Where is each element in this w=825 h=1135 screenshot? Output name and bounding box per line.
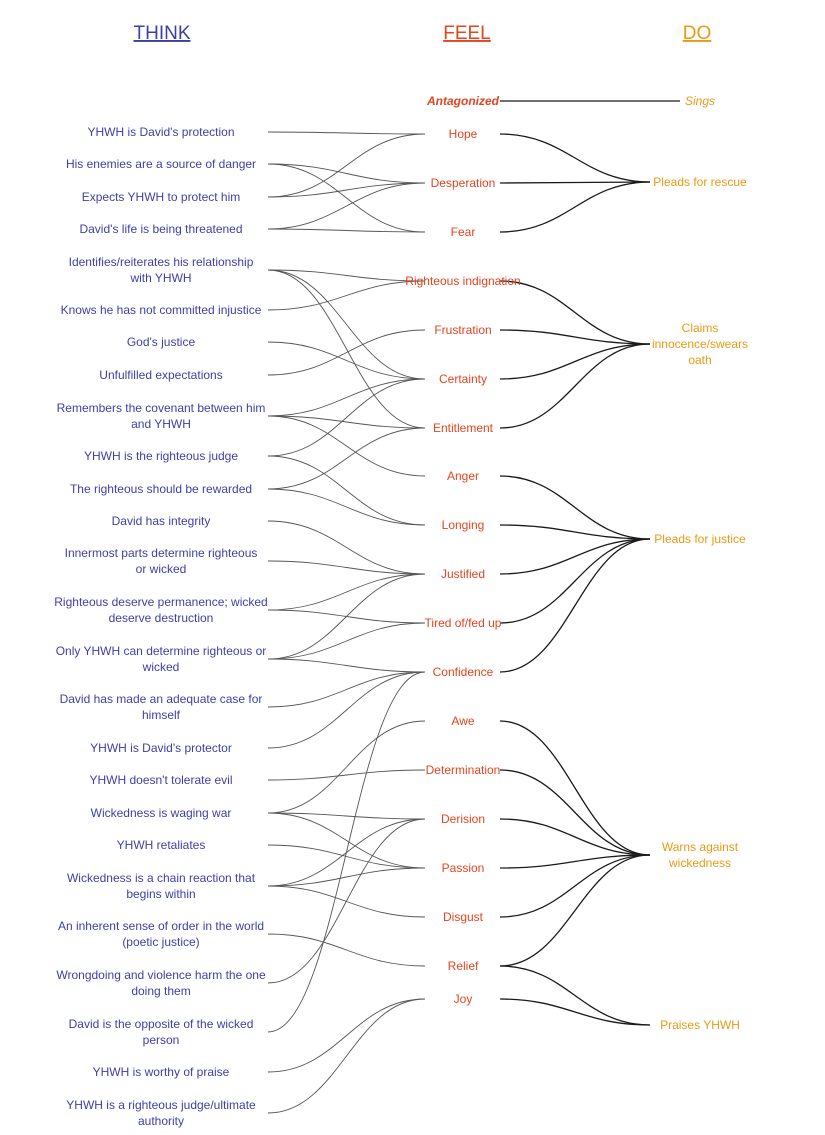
header-feel: FEEL [443,23,491,44]
feel-node-relief: Relief [447,959,479,973]
feel-node-frustration: Frustration [434,323,492,337]
feel-node-longing: Longing [441,518,485,532]
edge-t23-to-derision [268,819,425,983]
do-node-justice [654,532,746,546]
edge-t9-to-anger [268,416,425,476]
edge-t1-to-hope [268,132,425,134]
edge-t5-to-certainty [268,270,425,379]
think-node-line: Knows he has not committed injustice [60,303,262,317]
think-node-line: Wrongdoing and violence harm the one [56,968,266,982]
do-node-line: wickedness [668,856,732,870]
think-node-line: or wicked [135,562,187,576]
edge-confidence-to-justice [500,539,650,672]
think-node-line: and YHWH [131,417,191,431]
edge-awe-to-warns [500,721,650,855]
think-node-line: YHWH is the righteous judge [83,449,239,463]
feel-node-antagonized: Antagonized [427,94,499,108]
edge-t9-to-certainty [268,379,425,416]
do-node-line: Warns against [661,840,739,854]
edge-t8-to-frustration [268,330,425,375]
think-node-line: YHWH retaliates [116,838,206,852]
think-node-t6 [61,303,262,317]
think-node-t8 [99,368,222,382]
feel-node-certainty: Certainty [438,372,488,386]
think-node-line: YHWH is David's protection [87,125,235,139]
do-node-claims [652,321,748,367]
edge-t5-to-righteous_indignation [268,270,425,281]
think-node-line: YHWH doesn't tolerate evil [89,773,233,787]
edge-fear-to-rescue [500,182,650,232]
think-node-line: with YHWH [130,271,192,285]
think-node-t25 [93,1065,230,1079]
edge-t16-to-confidence [268,672,425,707]
do-node-line: Sings [684,94,716,108]
edge-t18-to-determination [268,770,425,780]
think-node-line: doing them [131,984,191,998]
feel-node-fear: Fear [450,225,476,239]
think-node-line: Only YHWH can determine righteous or [55,644,267,658]
think-node-line: Unfulfilled expectations [99,368,223,382]
think-node-line: David has made an adequate case for [59,692,263,706]
think-node-t24 [69,1017,254,1047]
think-node-t2 [66,157,256,171]
think-node-t11 [70,482,252,496]
edge-joy-to-praises [500,999,650,1025]
think-node-t10 [84,449,238,463]
feel-node-tired-of-fed-up: Tired of/fed up [424,616,502,630]
edge-relief-to-praises [500,966,650,1025]
do-node-warns [662,840,739,870]
do-node-line: oath [688,353,712,367]
think-node-line: Wickedness is waging war [90,806,232,820]
edge-tired-to-justice [500,539,650,623]
think-node-line: Remembers the covenant between him [56,401,266,415]
think-node-line: Identifies/reiterates his relationship [68,255,254,269]
edge-t17-to-confidence [268,672,425,748]
do-node-line: Pleads for justice [654,532,746,546]
do-node-praises [660,1018,740,1032]
feel-node-hope: Hope [448,127,478,141]
edge-hope-to-rescue [500,134,650,182]
think-node-t16 [60,692,263,722]
think-node-t5 [69,255,254,285]
edge-anger-to-justice [500,476,650,539]
edge-desperation-to-rescue [500,182,650,183]
do-node-line: Pleads for rescue [653,175,747,189]
edge-t19-to-derision [268,813,425,819]
think-node-line: Righteous deserve permanence; wicked [54,595,268,609]
edge-t22-to-relief [268,934,425,966]
feel-node-determination: Determination [425,763,501,777]
feel-node-disgust: Disgust [442,910,484,924]
edge-t15-to-justified [268,574,425,659]
edge-t24-to-confidence [268,672,425,1032]
think-node-t14 [54,595,267,625]
do-node-rescue [653,175,747,189]
think-node-t15 [56,644,267,674]
think-node-line: deserve destruction [108,611,214,625]
edge-relief-to-warns [500,855,650,966]
edge-t3-to-hope [268,134,425,197]
think-column [54,125,267,1128]
think-node-t21 [67,871,256,901]
think-node-t13 [65,546,258,576]
do-node-line: innocence/swears [651,337,749,351]
think-node-t3 [82,190,241,204]
think-node-t26 [66,1098,256,1128]
header-do: DO [682,23,712,44]
feel-node-derision: Derision [440,812,486,826]
think-node-line: authority [137,1114,185,1128]
edge-t14-to-justified [268,574,425,610]
think-node-line: YHWH is a righteous judge/ultimate [66,1098,256,1112]
think-node-t1 [88,125,235,139]
edge-t19-to-awe [268,721,425,813]
think-node-line: himself [141,708,181,722]
think-node-line: Innermost parts determine righteous [64,546,258,560]
think-node-line: His enemies are a source of danger [65,157,257,171]
feel-node-entitlement: Entitlement [432,421,494,435]
think-node-line: An inherent sense of order in the world [57,919,265,933]
edge-t20-to-passion [268,845,425,868]
feel-node-desperation: Desperation [430,176,496,190]
do-node-sings [685,94,715,108]
edge-t19-to-passion [268,813,425,868]
think-node-t19 [91,806,232,820]
edge-t26-to-joy [268,999,425,1113]
feel-node-justified: Justified [440,567,486,581]
think-node-line: YHWH is David's protector [90,741,232,755]
think-node-line: person [142,1033,180,1047]
edge-t15-to-confidence [268,659,425,672]
think-node-line: God's justice [126,335,196,349]
think-node-line: YHWH is worthy of praise [92,1065,230,1079]
edge-determination-to-warns [500,770,650,855]
edge-t15-to-tired [268,623,425,659]
think-node-t22 [58,919,264,949]
think-node-t7 [127,335,196,349]
edge-disgust-to-warns [500,855,650,917]
edge-righteous_indignation-to-claims [500,281,650,344]
think-node-t4 [79,222,242,236]
think-node-t20 [117,838,206,852]
feel-column [405,94,520,1006]
do-node-line: Praises YHWH [660,1018,740,1032]
edge-t25-to-joy [268,999,425,1072]
feel-node-awe: Awe [451,714,475,728]
think-node-t9 [57,401,266,431]
feel-node-anger: Anger [446,469,480,483]
header-think: THINK [133,23,191,44]
feel-node-confidence: Confidence [432,665,494,679]
think-node-line: Wickedness is a chain reaction that [66,871,256,885]
edge-certainty-to-claims [500,344,650,379]
think-node-line: David is the opposite of the wicked [68,1017,254,1031]
edge-entitlement-to-claims [500,344,650,428]
edge-t2-to-fear [268,164,425,232]
edge-t12-to-justified [268,521,425,574]
think-node-t23 [56,968,266,998]
think-node-line: begins within [126,887,196,901]
edge-t10-to-certainty [268,379,425,456]
edge-t11-to-longing [268,489,425,525]
think-node-line: David has integrity [111,514,211,528]
think-node-t17 [90,741,232,755]
think-node-line: David's life is being threatened [79,222,243,236]
edge-t5-to-entitlement [268,270,425,428]
think-node-line: (poetic justice) [122,935,200,949]
think-node-t12 [112,514,211,528]
feel-node-passion: Passion [441,861,485,875]
edge-t6-to-righteous_indignation [268,281,425,310]
think-node-line: wicked [142,660,180,674]
think-node-line: Expects YHWH to protect him [81,190,241,204]
feel-node-righteous-indignation: Righteous indignation [405,274,521,288]
do-node-line: Claims [681,321,719,335]
think-node-t18 [89,773,232,787]
think-node-line: The righteous should be rewarded [69,482,253,496]
feel-node-joy: Joy [453,992,473,1006]
do-column [652,94,748,1032]
